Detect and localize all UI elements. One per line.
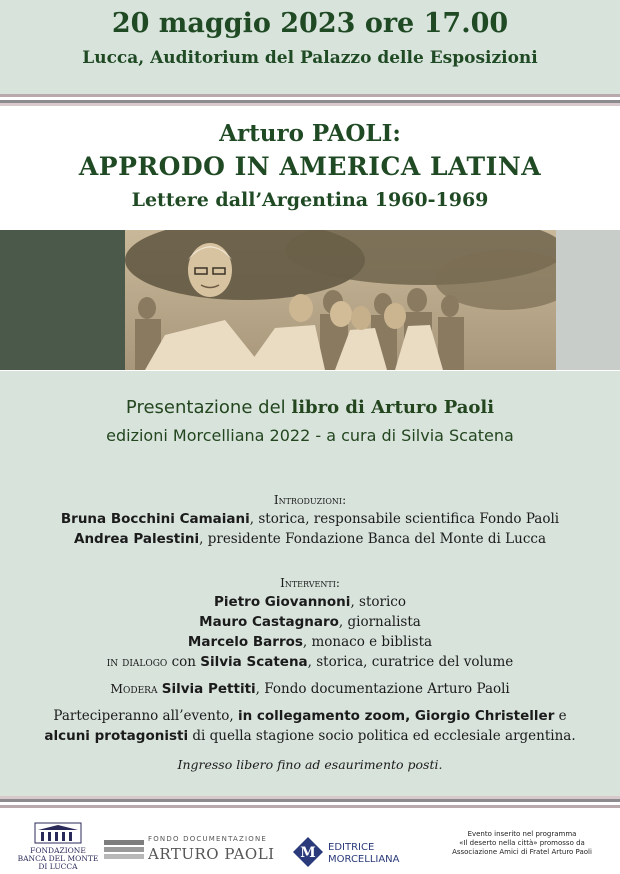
bank-logo-line: FONDAZIONE (30, 846, 86, 855)
fondo-paoli-subtitle: FONDO DOCUMENTAZIONE (148, 835, 268, 843)
participants-zoom: in collegamento zoom, Giorgio Christeller (237, 708, 555, 724)
event-details (0, 371, 620, 796)
program-note-line: Evento inserito nel programma (467, 830, 577, 838)
speaker-name: Bruna Bocchini Camaiani (60, 511, 250, 527)
intervention-speaker (0, 594, 620, 610)
sponsor-footer (0, 816, 620, 874)
speaker-role: , giornalista (338, 614, 421, 630)
dialogue-prefix: in dialogo (106, 654, 168, 669)
participants-text: e (554, 708, 567, 724)
event-header (0, 0, 620, 94)
photo-left-panel (0, 230, 125, 370)
participants-text: Parteciperanno all’evento, (53, 708, 238, 724)
presentation-line (0, 397, 620, 418)
fondo-paoli-title: ARTURO PAOLI (148, 845, 275, 863)
dialogue-role: , storica, curatrice del volume (307, 654, 514, 670)
dialogue-name: Silvia Scatena (200, 654, 308, 670)
intro-speaker (0, 511, 620, 527)
intro-speaker (0, 531, 620, 547)
book-subtitle: Lettere dall’Argentina 1960-1969 (131, 189, 489, 211)
morcelliana-logo-text (328, 842, 418, 866)
interventions-heading: Interventi: (280, 576, 340, 590)
program-note-line: Associazione Amici di Fratel Arturo Paoli (452, 848, 592, 856)
speaker-name: Andrea Palestini (74, 531, 200, 547)
participants-protagonists: alcuni protagonisti (44, 728, 189, 744)
introductions-heading: Introduzioni: (273, 493, 347, 507)
divider-stripes-top (0, 94, 620, 106)
event-venue: Lucca, Auditorium del Palazzo delle Esposizioni (82, 48, 538, 68)
book-author: Arturo PAOLI: (219, 120, 401, 147)
morcelliana-line: EDITRICE (328, 842, 375, 853)
dialogue-line (0, 654, 620, 670)
edition-line: edizioni Morcelliana 2022 - a cura di Silvia Scatena (106, 426, 514, 445)
bank-building-icon (34, 822, 82, 844)
fondo-paoli-icon (104, 838, 144, 860)
moderator-line (0, 681, 620, 697)
svg-text:M: M (300, 845, 316, 861)
moderator-role: , Fondo documentazione Arturo Paoli (255, 681, 510, 697)
historical-photo (125, 230, 556, 370)
group-photo-illustration (125, 230, 556, 370)
book-title: APPRODO IN AMERICA LATINA (78, 152, 542, 181)
moderator-prefix: Modera (110, 681, 158, 696)
photo-right-panel (556, 230, 620, 370)
photo-band (0, 230, 620, 370)
program-note-line: «Il deserto nella città» promosso da (459, 839, 585, 847)
presentation-prefix: Presentazione del (125, 397, 292, 418)
intervention-speaker (0, 614, 620, 630)
moderator-name: Silvia Pettiti (161, 681, 256, 697)
morcelliana-m-icon (292, 836, 324, 868)
bank-logo-line: BANCA DEL MONTE (17, 854, 99, 863)
speaker-name: Pietro Giovannoni (214, 594, 351, 610)
intervention-speaker (0, 634, 620, 650)
speaker-role: , storico (350, 594, 406, 610)
speaker-name: Marcelo Barros (187, 634, 303, 650)
participants-text: di quella stagione socio politica ed ecclesiale argentina. (188, 728, 576, 744)
bank-logo-line: DI LUCCA (38, 862, 78, 871)
speaker-name: Mauro Castagnaro (199, 614, 339, 630)
bank-logo-text (14, 847, 102, 871)
program-note (428, 830, 616, 857)
participants-paragraph (34, 706, 586, 746)
dialogue-con: con (167, 654, 201, 670)
event-date: 20 maggio 2023 ore 17.00 (111, 8, 509, 39)
speaker-role: , presidente Fondazione Banca del Monte di Lucca (199, 531, 546, 547)
morcelliana-line: MORCELLIANA (328, 854, 400, 865)
presentation-book: libro di Arturo Paoli (291, 397, 495, 418)
speaker-role: , monaco e biblista (302, 634, 433, 650)
speaker-role: , storica, responsabile scientifica Fondo Paoli (249, 511, 560, 527)
book-title-block (0, 106, 620, 226)
divider-stripes-bottom (0, 796, 620, 808)
free-entry-note: Ingresso libero fino ad esaurimento posti. (177, 757, 443, 772)
